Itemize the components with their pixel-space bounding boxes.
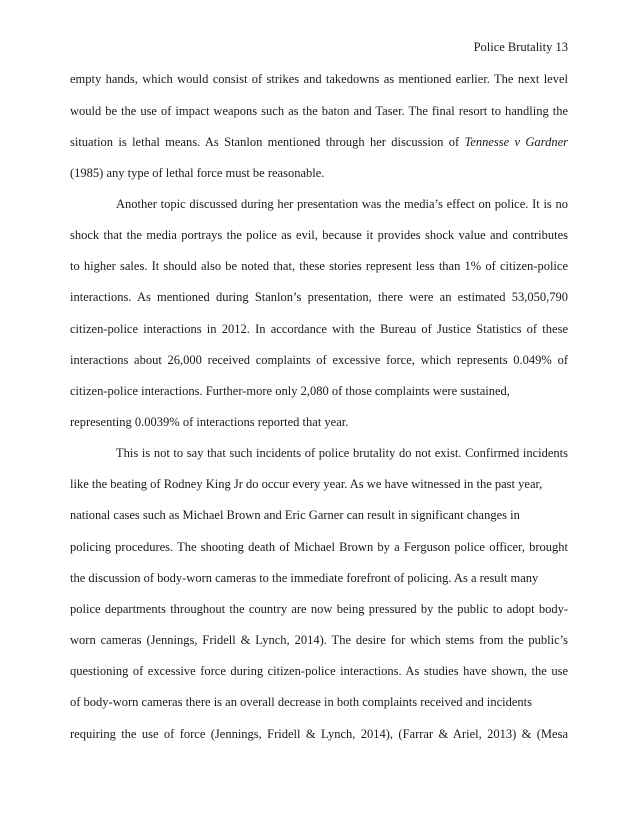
text-line: representing 0.0039% of interactions reported that year. <box>70 415 349 429</box>
text-line: policing procedures. The shooting death of Michael Brown by a Ferguson police officer, brought <box>70 540 568 554</box>
text-line: of body-worn cameras there is an overall decrease in both complaints received and incidents <box>70 695 532 709</box>
text-line: like the beating of Rodney King Jr do occur every year. As we have witnessed in the past year, <box>70 477 543 491</box>
text-line: police departments throughout the country are now being pressured by the public to adopt body- <box>70 602 568 616</box>
text-line: empty hands, which would consist of strikes and takedowns as mentioned earlier. The next level <box>70 72 568 86</box>
text-line <box>70 135 568 149</box>
text-line: shock that the media portrays the police as evil, because it provides shock value and contributes <box>70 228 568 242</box>
text-line: interactions. As mentioned during Stanlon’s presentation, there were an estimated 53,050,790 <box>70 290 568 304</box>
text-line: worn cameras (Jennings, Fridell & Lynch, 2014). The desire for which stems from the public’s <box>70 633 568 647</box>
text-line: citizen-police interactions in 2012. In accordance with the Bureau of Justice Statistics of these <box>70 322 568 336</box>
paragraph-first-line: Another topic discussed during her presentation was the media’s effect on police. It is no <box>116 197 568 211</box>
text-segment: situation is lethal means. As Stanlon mentioned through her discussion of <box>70 135 460 149</box>
text-line: citizen-police interactions. Further-more only 2,080 of those complaints were sustained, <box>70 384 510 398</box>
running-head: Police Brutality 13 <box>473 40 568 54</box>
case-citation: Tennesse v Gardner <box>464 135 568 149</box>
paragraph-first-line: This is not to say that such incidents of police brutality do not exist. Confirmed incidents <box>116 446 568 460</box>
text-line: requiring the use of force (Jennings, Fridell & Lynch, 2014), (Farrar & Ariel, 2013) & (Mesa <box>70 727 568 741</box>
text-line: would be the use of impact weapons such as the baton and Taser. The final resort to handling the <box>70 104 568 118</box>
text-line: the discussion of body-worn cameras to the immediate forefront of policing. As a result many <box>70 571 539 585</box>
text-line: national cases such as Michael Brown and Eric Garner can result in significant changes in <box>70 508 520 522</box>
text-line: (1985) any type of lethal force must be reasonable. <box>70 166 325 180</box>
text-line: interactions about 26,000 received complaints of excessive force, which represents 0.049% of <box>70 353 568 367</box>
text-line: questioning of excessive force during citizen-police interactions. As studies have shown, the use <box>70 664 568 678</box>
text-line: to higher sales. It should also be noted that, these stories represent less than 1% of citizen-police <box>70 259 568 273</box>
